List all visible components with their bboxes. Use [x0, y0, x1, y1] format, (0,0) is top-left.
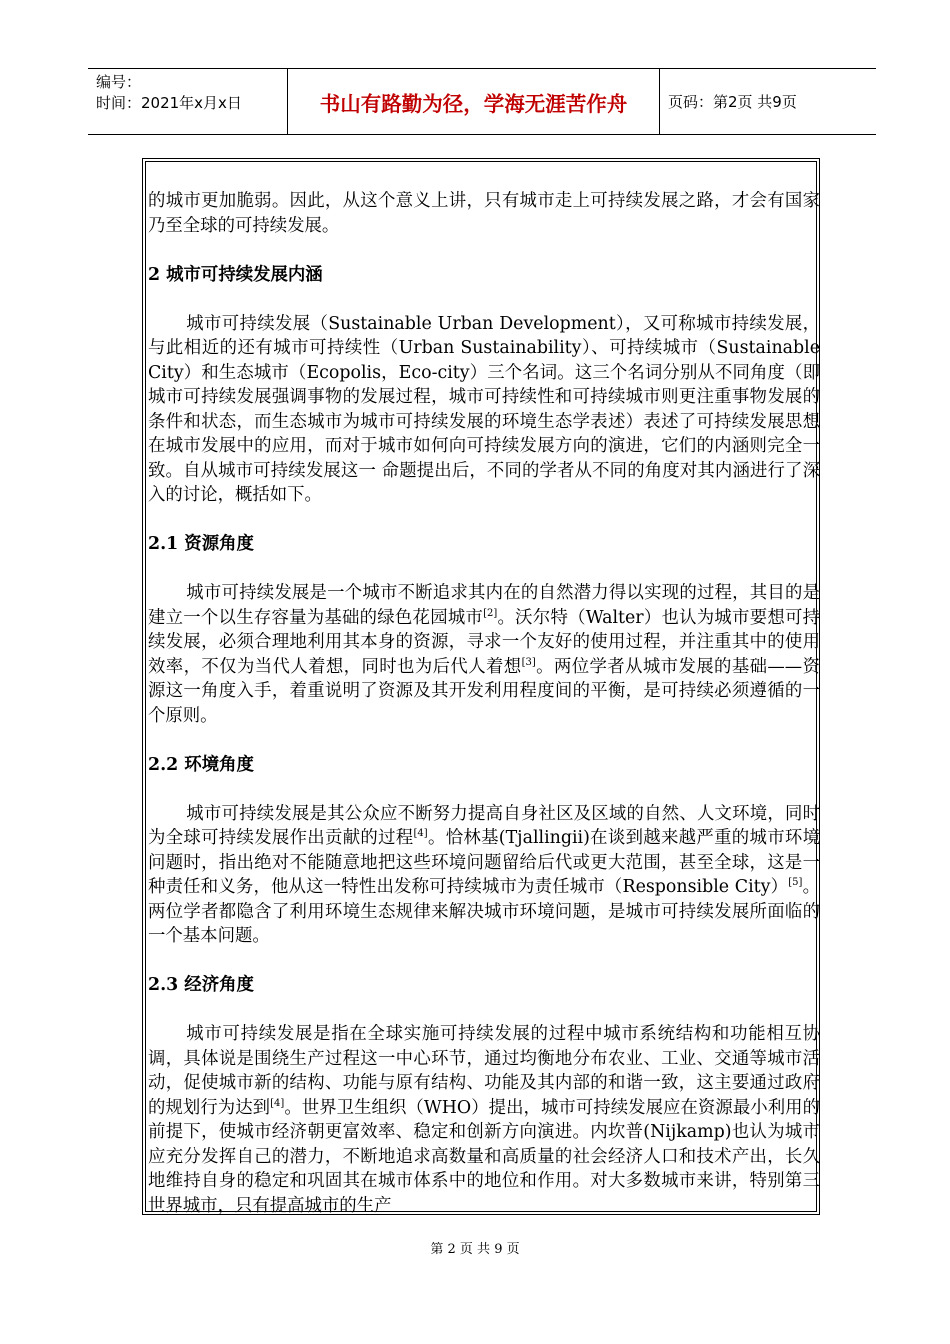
paragraph-section-2-2 — [148, 802, 820, 949]
citation: [5] — [788, 877, 803, 889]
text-run: 城市可持续发展是其公众应不断努力提高自身社区及区域的自然、人文环境，同时为全球可持续发展作出贡献的过程 — [148, 803, 820, 848]
citation: [3] — [521, 656, 536, 668]
text-run: 。恰林基(Tjallingii)在谈到越来越严重的城市环境问题时，指出绝对不能随意地把这些环境问题留给后代或更大范围，甚至全球，这是一种责任和义务，他从这一特性出发称可持续城市为责任城市（Responsible City） — [148, 828, 820, 897]
citation: [4] — [413, 828, 428, 840]
text-run: 。两位学者从城市发展的基础——资源这一角度入手，着重说明了资源及其开发利用程度间的平衡，是可持续必须遵循的一个原则。 — [148, 656, 820, 726]
section-heading-2: 2 城市可持续发展内涵 — [148, 264, 323, 285]
section-heading-2-1: 2.1 资源角度 — [148, 534, 254, 554]
document-number-label: 编号： — [96, 73, 142, 91]
section-heading-2-3: 2.3 经济角度 — [148, 975, 254, 995]
header-motto: 书山有路勤为径，学海无涯苦作舟 — [287, 69, 660, 134]
content-frame-inner — [145, 161, 820, 1216]
paragraph-section-2-1 — [148, 581, 820, 728]
section-heading-2-2: 2.2 环境角度 — [148, 754, 254, 775]
text-run: 城市可持续发展是指在全球实施可持续发展的过程中城市系统结构和功能相互协调，具体说是围绕生产过程这一中心环节，通过均衡地分布农业、工业、交通等城市活动，促使城市新的结构、功能与原有结构、功能及其内部的和谐一致，这主要通过政府的规划行为达到 — [148, 1024, 820, 1118]
paragraph-section-2-3 — [148, 1022, 820, 1218]
citation: [2] — [483, 607, 498, 619]
text-run: 。沃尔特（Walter）也认为城市要想可持续发展，必须合理地利用其本身的资源，寻求一个友好的使用过程，并注重其中的使用效率，不仅为当代人着想，同时也为后代人着想 — [148, 607, 820, 677]
page-header — [88, 68, 876, 135]
citation: [4] — [270, 1097, 285, 1109]
header-meta — [88, 69, 287, 134]
paragraph-intro: 的城市更加脆弱。因此，从这个意义上讲，只有城市走上可持续发展之路，才会有国家乃至全球的可持续发展。 — [148, 191, 820, 236]
text-run: 。世界卫生组织（WHO）提出，城市可持续发展应在资源最小利用的前提下，使城市经济朝更富效率、稳定和创新方向演进。内坎普(Nijkamp)也认为城市应充分发挥自己的潜力，不断地追求高数量和高质量的社会经济人口和技术产出，长久地维持自身的稳定和巩固其在城市体系中的地位和作用。对大多数城市来讲，特别第三世界城市，只有提高城市的生产 — [148, 1097, 820, 1216]
header-page-info: 页码：第2页 共9页 — [668, 93, 797, 111]
text-run: 。两位学者都隐含了利用环境生态规律来解决城市环境问题，是城市可持续发展所面临的一个基本问题。 — [148, 877, 820, 946]
document-body — [148, 189, 820, 1218]
paragraph-section-2: 城市可持续发展（Sustainable Urban Development），又可称城市持续发展，与此相近的还有城市可持续性（Urban Sustainability）、可持续城市（Sustainable City）和生态城市（Ecopolis，Eco-city）三个名词。这三个名词分别从不同角度（即城市可持续发展强调事物的发展过程，城市可持续性和可持续城市则更注重事物发展的条件和状态，而生态城市为城市可持续发展的环境生态学表述）表述了可持续发展思想在城市发展中的应用，而对于城市如何向可持续发展方向的演进，它们的内涵则完全一致。自从城市可持续发展这一 命题提出后，不同的学者从不同的角度对其内涵进行了深入的讨论，概括如下。 — [148, 313, 820, 505]
text-run: 城市可持续发展是一个城市不断追求其内在的自然潜力得以实现的过程，其目的是建立一个以生存容量为基础的绿色花园城市 — [148, 583, 820, 628]
content-frame — [142, 158, 820, 1215]
document-time: 时间：2021年x月x日 — [96, 94, 242, 112]
page-footer: 第 2 页 共 9 页 — [430, 1242, 520, 1257]
